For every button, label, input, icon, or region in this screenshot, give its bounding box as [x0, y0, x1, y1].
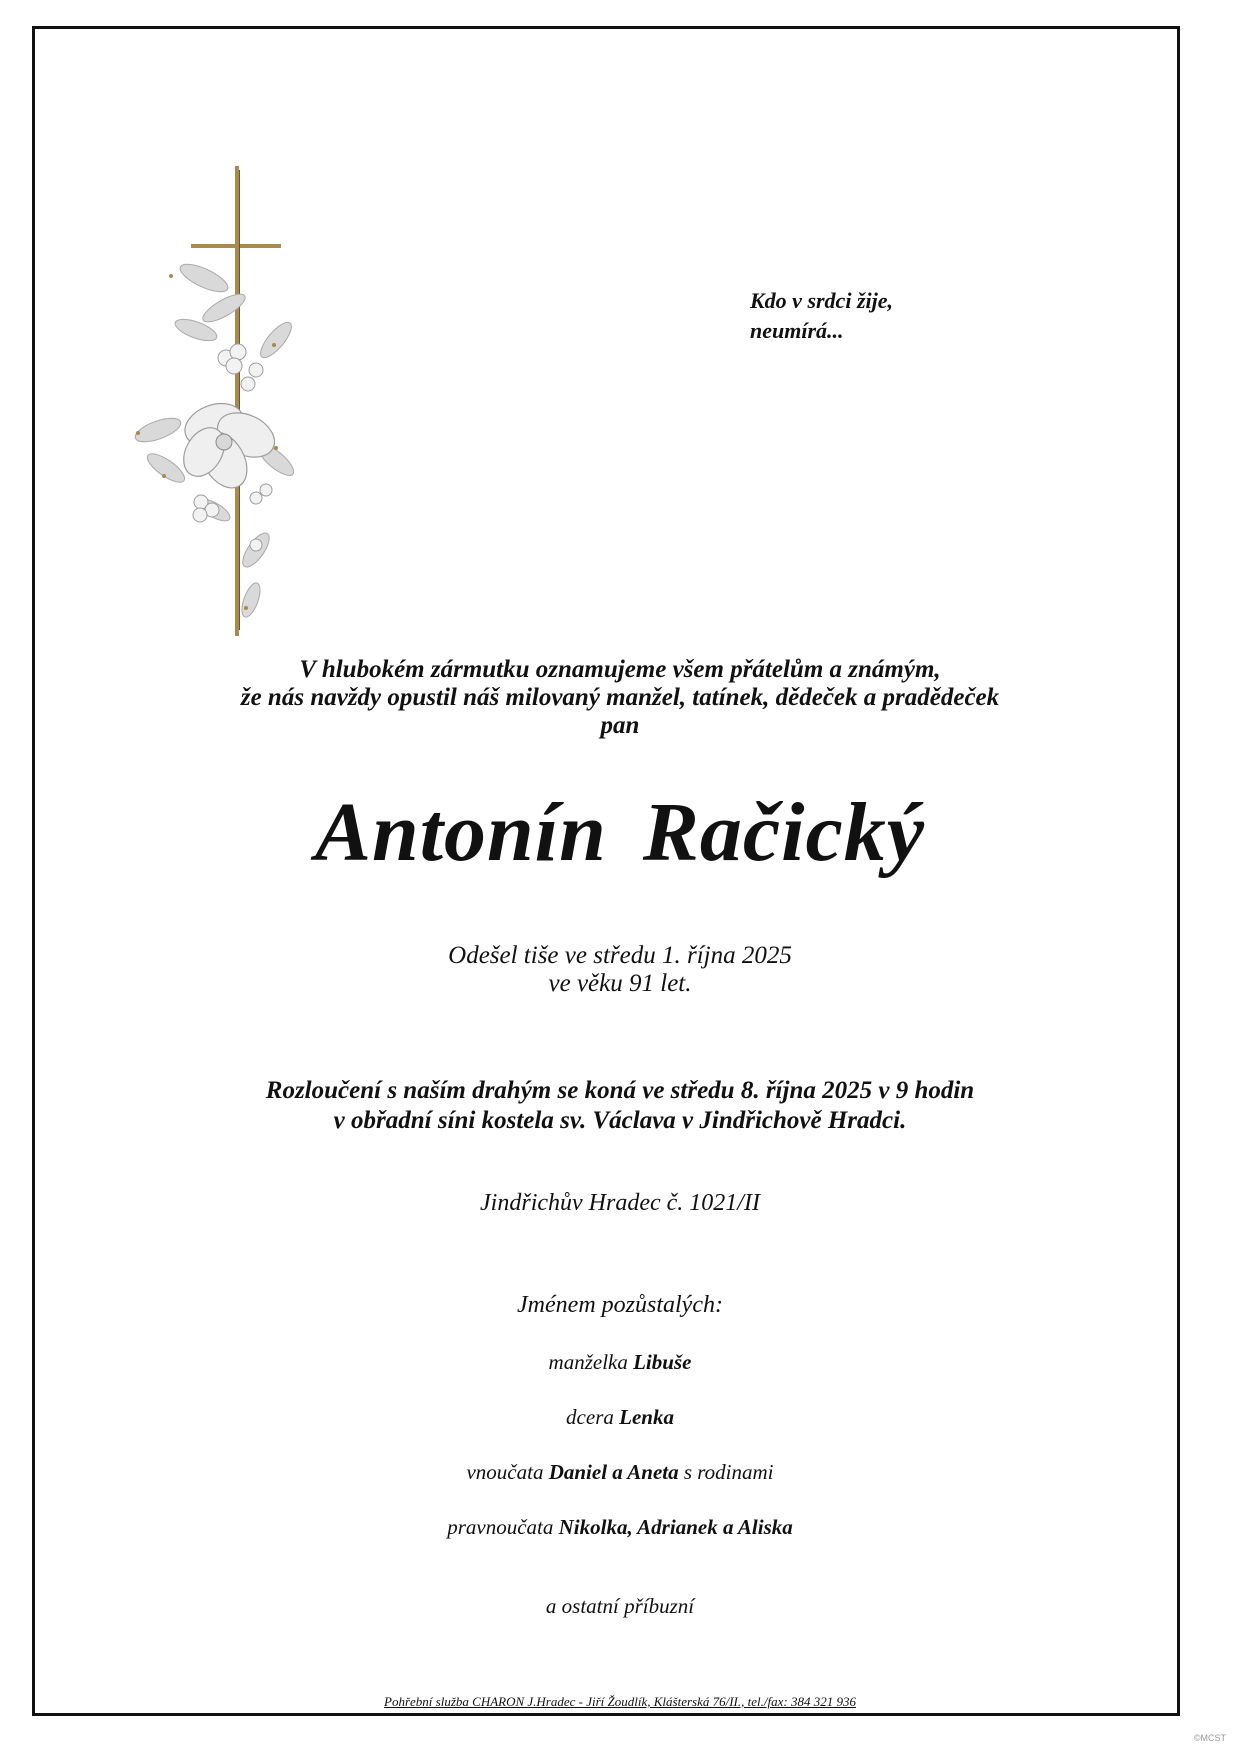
announcement-line-2: že nás navždy opustil náš milovaný manžel, tatínek, dědeček a pradědeček	[240, 684, 1000, 711]
announcement	[0, 656, 1240, 740]
relative-item	[0, 1350, 1240, 1375]
death-info	[0, 942, 1240, 998]
relation: manželka	[548, 1350, 628, 1374]
relation: dcera	[566, 1405, 614, 1429]
funeral-info	[0, 1076, 1240, 1136]
age: ve věku 91 let.	[548, 970, 692, 997]
funeral-line-2: v obřadní síni kostela sv. Václava v Jindřichově Hradci.	[333, 1107, 907, 1134]
relation: pravnoučata	[447, 1515, 554, 1539]
funeral-line-1: Rozloučení s naším drahým se koná ve středu 8. října 2025 v 9 hodin	[265, 1077, 975, 1104]
relative-names: Nikolka, Adrianek a Aliska	[558, 1515, 793, 1539]
motto-line-2: neumírá...	[750, 318, 844, 343]
cross-with-flowers-icon	[96, 130, 306, 650]
address: Jindřichův Hradec č. 1021/II	[480, 1190, 760, 1216]
funeral-service-footer: Pohřební služba CHARON J.Hradec - Jiří Žoudlík, Klášterská 76/II., tel./fax: 384 321 936	[384, 1694, 856, 1709]
relative-names: Lenka	[619, 1405, 674, 1429]
other-relatives: a ostatní příbuzní	[545, 1594, 695, 1618]
relative-item	[0, 1515, 1240, 1540]
motto-line-1: Kdo v srdci žije,	[750, 288, 893, 313]
announcement-line-3: pan	[600, 712, 640, 739]
watermark: ©MCST	[1193, 1733, 1226, 1743]
first-name: Antonín	[314, 786, 607, 879]
announcement-line-1: V hlubokém zármutku oznamujeme všem přátelům a známým,	[299, 656, 941, 683]
relation: vnoučata	[466, 1460, 544, 1484]
relative-item	[0, 1460, 1240, 1485]
motto	[750, 286, 893, 346]
deceased-name	[0, 788, 1240, 878]
on-behalf-heading: Jménem pozůstalých:	[517, 1292, 723, 1318]
relation-suffix: s rodinami	[683, 1460, 774, 1484]
relative-item	[0, 1405, 1240, 1430]
last-name: Račický	[642, 786, 926, 879]
relative-names: Libuše	[633, 1350, 692, 1374]
relative-names: Daniel a Aneta	[548, 1460, 679, 1484]
death-date: Odešel tiše ve středu 1. října 2025	[448, 942, 792, 969]
